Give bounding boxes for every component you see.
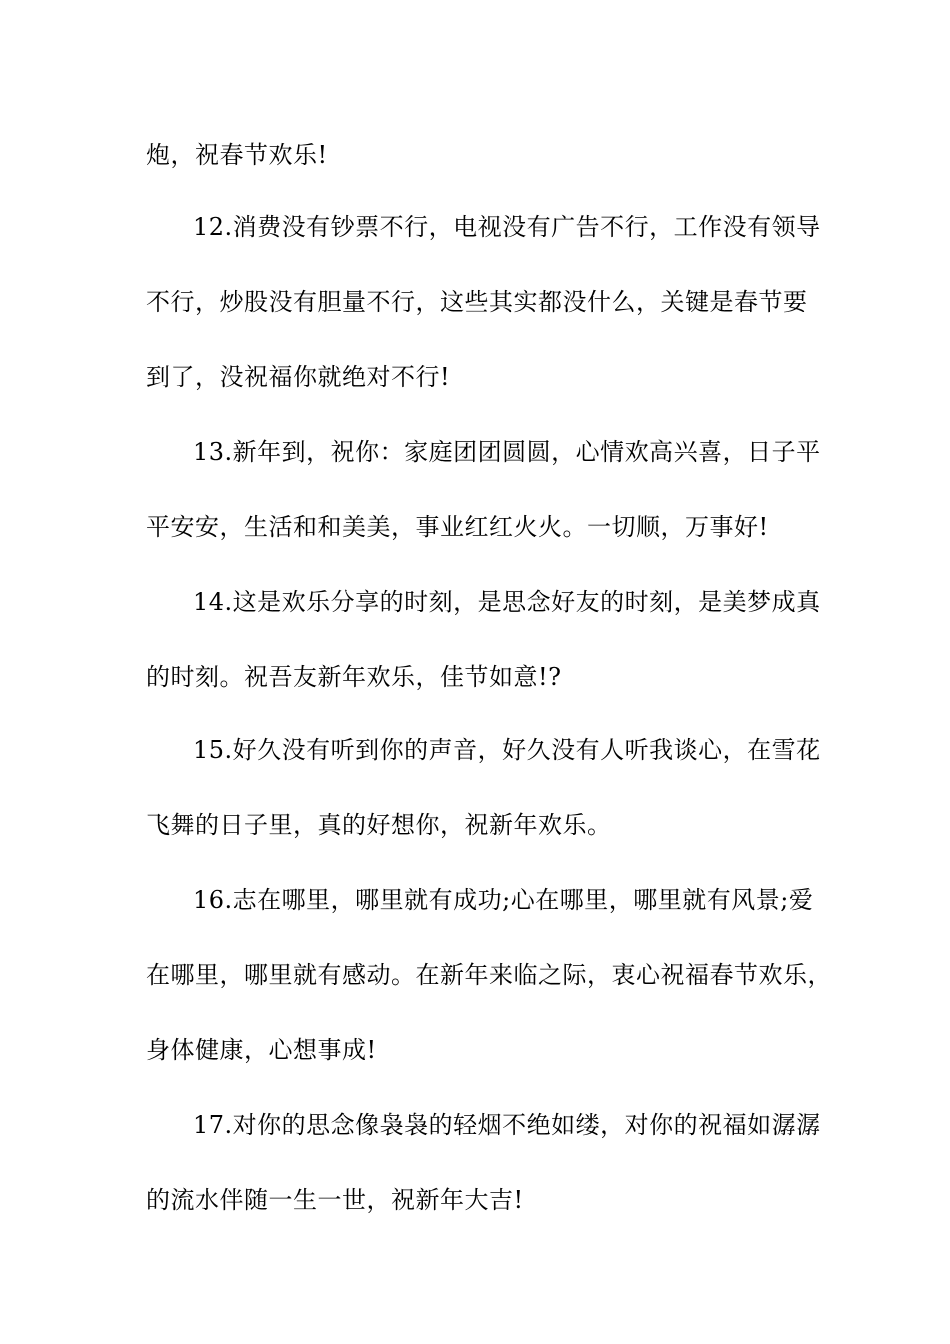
text-line: 炮，祝春节欢乐!: [146, 141, 328, 169]
text-line: 12.消费没有钞票不行，电视没有广告不行，工作没有领导: [193, 213, 821, 241]
text-line: 飞舞的日子里，真的好想你，祝新年欢乐。: [146, 811, 612, 839]
text-line: 的流水伴随一生一世，祝新年大吉!: [146, 1186, 524, 1214]
text-line: 到了，没祝福你就绝对不行!: [146, 363, 451, 391]
text-line: 的时刻。祝吾友新年欢乐，佳节如意!?: [146, 663, 562, 691]
text-line: 身体健康，心想事成!: [146, 1036, 377, 1064]
text-line: 在哪里，哪里就有感动。在新年来临之际，衷心祝福春节欢乐，: [146, 961, 832, 989]
text-line: 17.对你的思念像袅袅的轻烟不绝如缕，对你的祝福如潺潺: [193, 1111, 821, 1139]
text-line: 14.这是欢乐分享的时刻，是思念好友的时刻，是美梦成真: [193, 588, 821, 616]
text-line: 平安安，生活和和美美，事业红红火火。一切顺，万事好!: [146, 513, 769, 541]
text-line: 不行，炒股没有胆量不行，这些其实都没什么，关键是春节要: [146, 288, 808, 316]
text-line: 13.新年到，祝你：家庭团团圆圆，心情欢高兴喜，日子平: [193, 438, 821, 466]
text-line: 15.好久没有听到你的声音，好久没有人听我谈心，在雪花: [193, 736, 821, 764]
text-line: 16.志在哪里，哪里就有成功;心在哪里，哪里就有风景;爱: [193, 886, 814, 914]
